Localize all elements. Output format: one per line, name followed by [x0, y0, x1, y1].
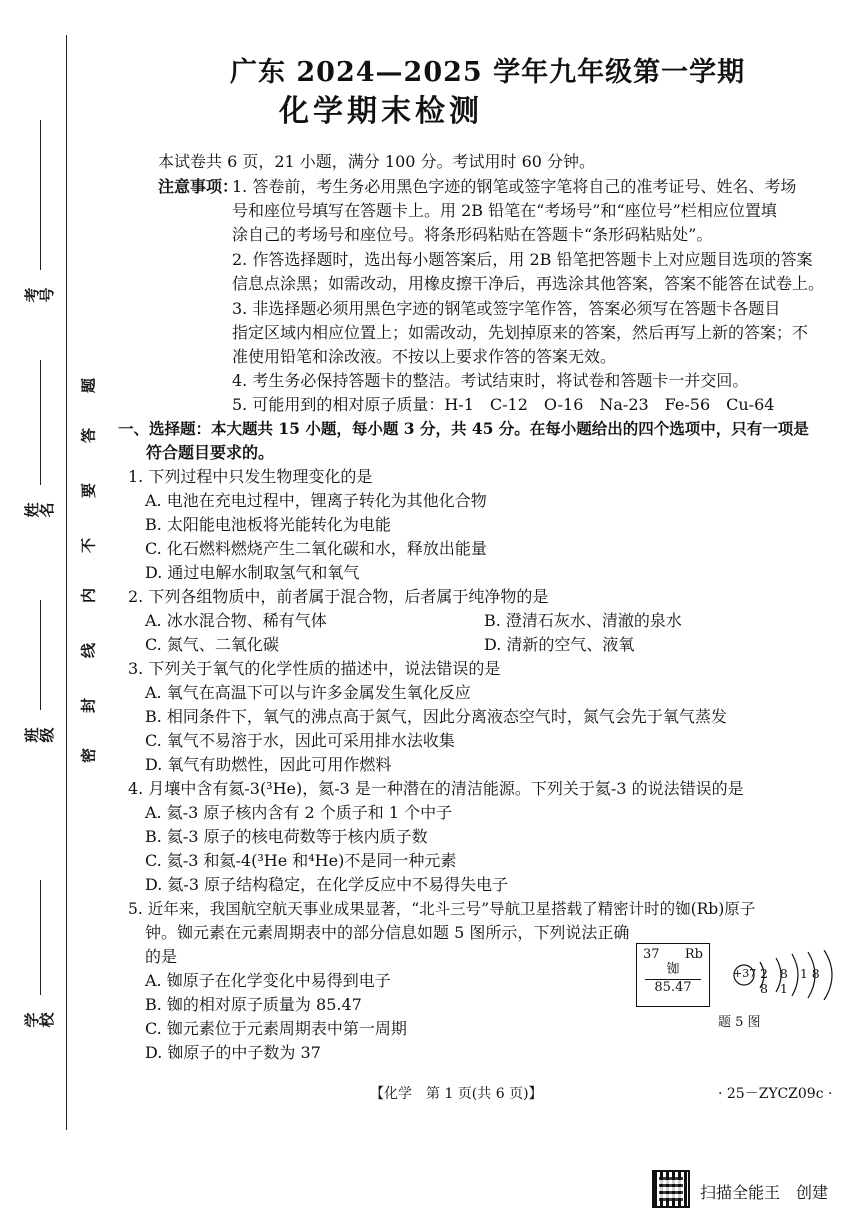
- nucleus-charge: +37: [733, 967, 757, 980]
- option-b: B. 铷的相对原子质量为 85.47: [145, 995, 362, 1014]
- page-footer: 【化学 第 1 页(共 6 页)】: [370, 1086, 543, 1102]
- question-stem-cont: 钟。铷元素在元素周期表中的部分信息如题 5 图所示，下列说法正确: [145, 923, 630, 942]
- seal-char: 密: [79, 748, 98, 764]
- note-line: 指定区域内相应位置上；如需改动，先划掉原来的答案，然后再写上新的答案；不: [232, 323, 809, 342]
- school-label: 学校: [23, 1012, 56, 1028]
- note-line: 信息点涂黑；如需改动，用橡皮擦干净后，再选涂其他答案，答案不能答在试卷上。: [232, 274, 825, 293]
- seal-char: 题: [79, 378, 98, 394]
- note-line: 号和座位号填写在答题卡上。用 2B 铅笔在“考场号”和“座位号”栏相应位置填: [232, 201, 777, 220]
- option-b: B. 澄清石灰水、清澈的泉水: [484, 611, 682, 630]
- option-d: D. 氦-3 原子结构稳定，在化学反应中不易得失电子: [145, 875, 509, 894]
- option-d: D. 通过电解水制取氢气和氧气: [145, 563, 360, 582]
- binding-line: [66, 35, 67, 1130]
- exam-title: 广东 2024—2025 学年九年级第一学期: [230, 57, 746, 88]
- note-line: 准使用铅笔和涂改液。不按以上要求作答的答案无效。: [232, 347, 617, 366]
- paper-code: · 25－ZYCZ09c ·: [718, 1086, 833, 1102]
- seal-char: 内: [79, 588, 98, 604]
- option-b: B. 太阳能电池板将光能转化为电能: [145, 515, 391, 534]
- qr-code-icon: [652, 1170, 690, 1208]
- binding-strip: [0, 0, 112, 1227]
- atomic-mass: 85.47: [645, 979, 701, 995]
- option-c: C. 化石燃料燃烧产生二氧化碳和水，释放出能量: [145, 539, 487, 558]
- option-c: C. 氦-3 和氦-4(³He 和⁴He)不是同一种元素: [145, 851, 457, 870]
- question-stem: 4. 月壤中含有氦-3(³He)，氦-3 是一种潜在的清洁能源。下列关于氦-3 的说法错误的是: [128, 779, 744, 798]
- seal-char: 要: [79, 483, 98, 499]
- element-symbol: Rb: [684, 947, 703, 962]
- option-c: C. 氮气、二氧化碳: [145, 635, 279, 654]
- atomic-structure-diagram: [732, 950, 842, 1000]
- option-a: A. 氦-3 原子核内含有 2 个质子和 1 个中子: [145, 803, 453, 822]
- option-c: C. 铷元素位于元素周期表中第一周期: [145, 1019, 407, 1038]
- element-name: 铷: [666, 962, 680, 977]
- atomic-number: 37: [643, 947, 660, 962]
- exam-no-label: 考号: [23, 287, 56, 303]
- option-d: D. 氧气有助燃性，因此可用作燃料: [145, 755, 392, 774]
- note-line: 2. 作答选择题时，选出每小题答案后，用 2B 铅笔把答题卡上对应题目选项的答案: [232, 250, 813, 269]
- note-line: 4. 考生务必保持答题卡的整洁。考试结束时，将试卷和答题卡一并交回。: [232, 371, 749, 390]
- option-d: D. 铷原子的中子数为 37: [145, 1043, 321, 1062]
- seal-char: 不: [79, 538, 98, 554]
- class-field-line: [40, 600, 41, 710]
- class-label: 班级: [23, 727, 56, 743]
- element-tile: [636, 943, 710, 1007]
- seal-char: 答: [79, 428, 98, 444]
- section-heading: 一、选择题：本大题共 15 小题，每小题 3 分，共 45 分。在每小题给出的四个选项中，只有一项是: [118, 419, 809, 438]
- note-line: 涂自己的考场号和座位号。将条形码粘贴在答题卡“条形码粘贴处”。: [232, 225, 713, 244]
- note-line: 3. 非选择题必须用黑色字迹的钢笔或签字笔作答，答案必须写在答题卡各题目: [232, 299, 781, 318]
- option-d: D. 清新的空气、液氧: [484, 635, 635, 654]
- intro-text: 本试卷共 6 页，21 小题，满分 100 分。考试用时 60 分钟。: [158, 152, 596, 171]
- scanner-watermark: 扫描全能王 创建: [700, 1183, 829, 1202]
- note-line: 5. 可能用到的相对原子质量：H-1 C-12 O-16 Na-23 Fe-56 Cu-64: [232, 395, 775, 414]
- notes-label: 注意事项：: [158, 177, 239, 196]
- option-a: A. 氧气在高温下可以与许多金属发生氧化反应: [145, 683, 471, 702]
- option-b: B. 氦-3 原子的核电荷数等于核内质子数: [145, 827, 428, 846]
- seal-char: 线: [79, 643, 98, 659]
- electron-counts: 2 8 18 8 1: [760, 966, 824, 996]
- option-a: A. 电池在充电过程中，锂离子转化为其他化合物: [145, 491, 487, 510]
- name-label: 姓名: [23, 502, 56, 518]
- school-field-line: [40, 880, 41, 995]
- option-b: B. 相同条件下，氧气的沸点高于氮气，因此分离液态空气时，氮气会先于氧气蒸发: [145, 707, 727, 726]
- figure-caption: 题 5 图: [718, 1015, 761, 1030]
- option-a: A. 冰水混合物、稀有气体: [145, 611, 327, 630]
- note-line: 1. 答卷前，考生务必用黑色字迹的钢笔或签字笔将自己的准考证号、姓名、考场: [232, 177, 797, 196]
- exam-no-field-line: [40, 120, 41, 270]
- question-stem-cont: 的是: [145, 947, 178, 966]
- option-c: C. 氧气不易溶于水，因此可采用排水法收集: [145, 731, 455, 750]
- question-stem: 2. 下列各组物质中，前者属于混合物，后者属于纯净物的是: [128, 587, 549, 606]
- seal-char: 封: [79, 698, 98, 714]
- question-stem: 3. 下列关于氧气的化学性质的描述中，说法错误的是: [128, 659, 501, 678]
- exam-subtitle: 化学期末检测: [279, 94, 483, 129]
- name-field-line: [40, 360, 41, 485]
- question-stem: 1. 下列过程中只发生物理变化的是: [128, 467, 373, 486]
- option-a: A. 铷原子在化学变化中易得到电子: [145, 971, 391, 990]
- question-stem: 5. 近年来，我国航空航天事业成果显著，“北斗三号”导航卫星搭载了精密计时的铷(Rb)原子: [128, 900, 756, 918]
- section-heading-cont: 符合题目要求的。: [146, 443, 275, 462]
